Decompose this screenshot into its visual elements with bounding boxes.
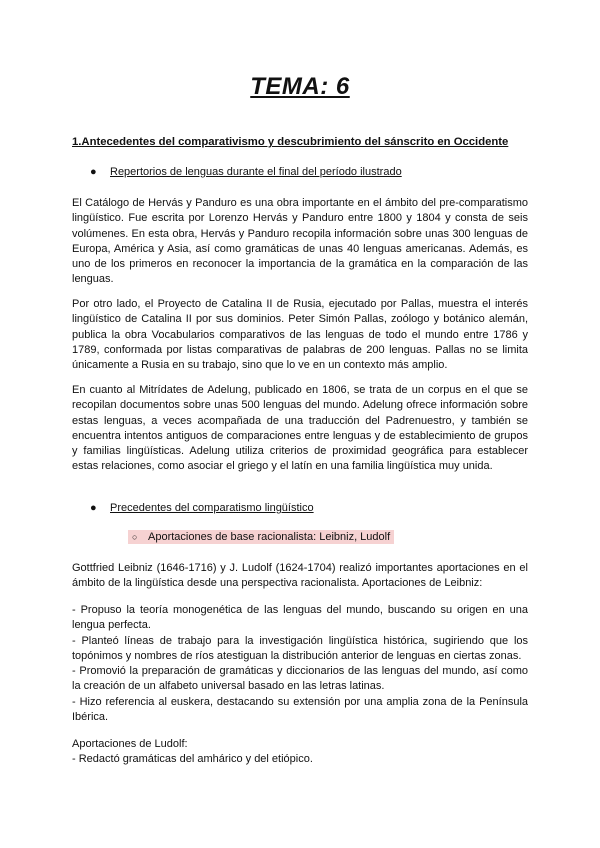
bullet-item-precedentes	[72, 502, 314, 514]
list-item: - Hizo referencia al euskera, destacando su extensión por una amplia zona de la Península Ibérica.	[72, 695, 528, 724]
paragraph-hervas: El Catálogo de Hervás y Panduro es una obra importante en el ámbito del pre-comparatismo lingüístico. Fue escrita por Lorenzo Hervás y Panduro entre 1800 y 1804 y consta de seis volúmenes. En esta obra, Hervás y Panduro recopila información sobre unas 300 lenguas de Europa, América y Asia, así como gramáticas de unas 40 lenguas americanas. Además, es uno de los primeros en reconocer la importancia de la gramática en la comparación de las lenguas.	[72, 197, 528, 286]
bullet-item-repertorios	[72, 166, 402, 178]
bullet-dot-icon: ●	[90, 166, 97, 178]
bullet-dot-icon: ●	[90, 502, 97, 514]
circle-bullet-icon: ○	[132, 532, 138, 542]
paragraph-catalina: Por otro lado, el Proyecto de Catalina II de Rusia, ejecutado por Pallas, muestra el interés lingüístico de Catalina II por sus dominios. Peter Simón Pallas, zoólogo y botánico alemán, publica la obra Vocabularios comparativos de las lenguas de todo el mundo entre 1786 y 1789, conformada por listas comparativas de palabras de 200 lenguas. Pallas no se limita únicamente a Rusia en su trabajo, sino que lo ve en un contexto más amplio.	[72, 298, 528, 372]
list-item: - Promovió la preparación de gramáticas y diccionarios de las lenguas del mundo, así como la creación de un alfabeto universal basado en las letras latinas.	[72, 665, 528, 693]
ludolf-heading: Aportaciones de Ludolf:	[72, 738, 188, 750]
bullet-text: Repertorios de lenguas durante el final del período ilustrado	[110, 166, 402, 178]
paragraph-leibniz-intro: Gottfried Leibniz (1646-1716) y J. Ludolf (1624-1704) realizó importantes aportaciones en el ámbito de la lingüística desde una perspectiva racionalista. Aportaciones de Leibniz:	[72, 562, 528, 590]
section-heading: 1.Antecedentes del comparativismo y descubrimiento del sánscrito en Occidente	[72, 136, 509, 148]
list-item: - Propuso la teoría monogenética de las lenguas del mundo, buscando su origen en una lengua perfecta.	[72, 604, 528, 632]
leibniz-points-list	[72, 603, 528, 725]
sub-bullet-racionalista	[128, 530, 394, 544]
bullet-text: Precedentes del comparatismo lingüístico	[110, 502, 314, 514]
ludolf-section	[72, 737, 528, 768]
list-item: - Redactó gramáticas del amhárico y del etiópico.	[72, 753, 313, 766]
page-title: TEMA: 6	[250, 73, 350, 100]
list-item: - Planteó líneas de trabajo para la investigación lingüística histórica, sugiriendo que los topónimos y nombres de ríos atestiguan la distribución anterior de lenguas en ciertas zonas.	[72, 634, 528, 662]
paragraph-adelung: En cuanto al Mitrídates de Adelung, publicado en 1806, se trata de un corpus en el que se recopilan documentos sobre unas 500 lenguas del mundo. Adelung ofrece información sobre estas lenguas, a veces acompañada de una traducción del Padrenuestro, y también se encuentra intentos antiguos de comparaciones entre lenguas y de establecimiento de grupos y familias lingüísticas. Adelung utiliza criterios de proximidad geográfica para establecer estas relaciones, como asociar el griego y el latín en una familia lingüística muy unida.	[72, 384, 528, 473]
sub-bullet-text: Aportaciones de base racionalista: Leibniz, Ludolf	[148, 531, 391, 543]
